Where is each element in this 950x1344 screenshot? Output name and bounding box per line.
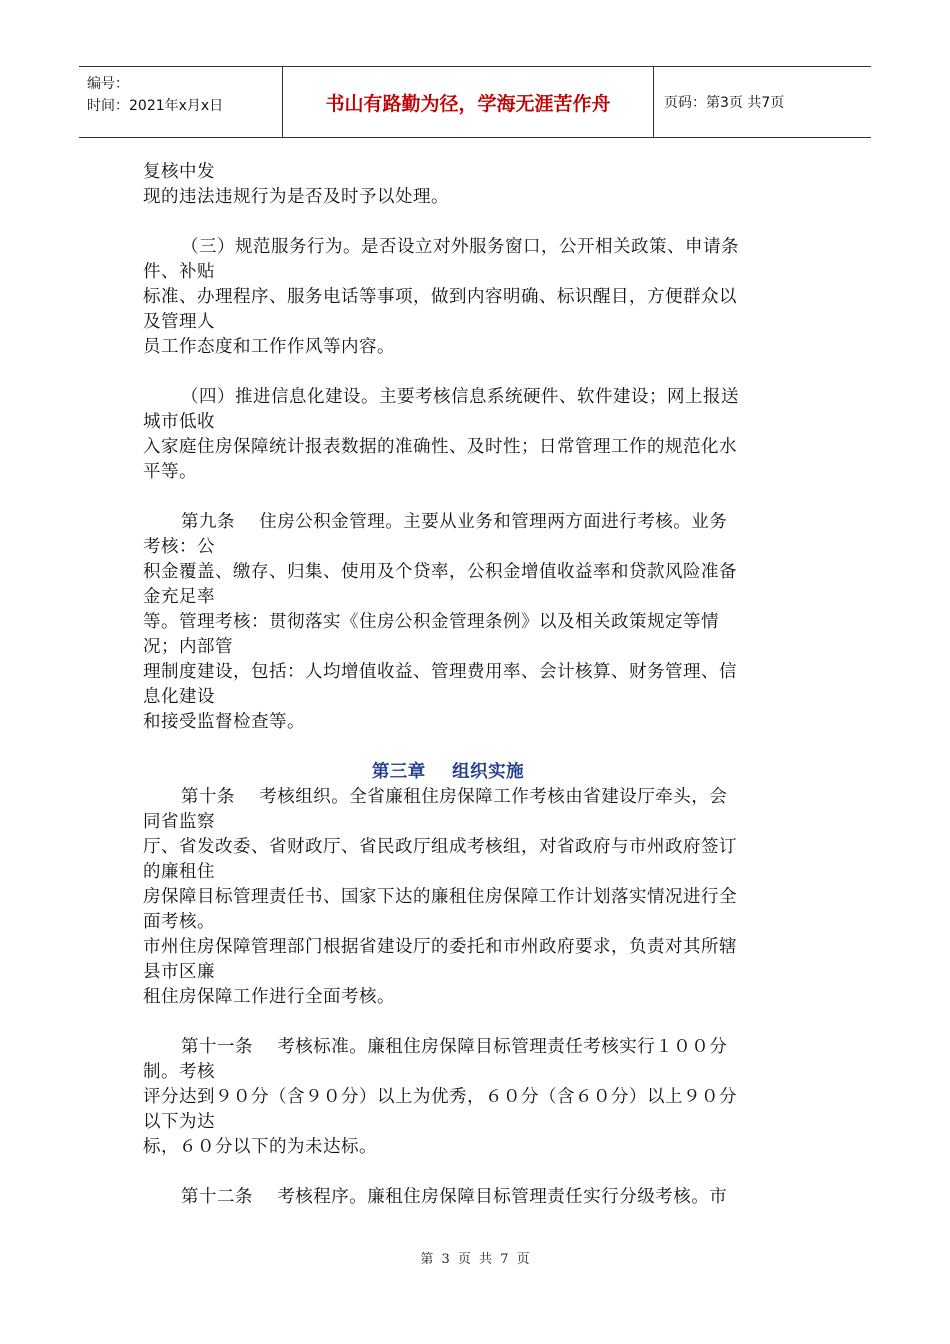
text-line: 平等。 [143, 462, 197, 482]
blank-line [143, 735, 813, 760]
document-number-label: 编号： [87, 76, 129, 92]
page-footer: 第 3 页 共 7 页 [420, 1252, 530, 1267]
text-line: 现的违法违规行为是否及时予以处理。 [143, 187, 449, 207]
section-3-start: （三）规范服务行为。是否设立对外服务窗口，公开相关政策、申请条 [181, 237, 739, 257]
blank-line [143, 1010, 813, 1035]
text-line: 金充足率 [143, 587, 215, 607]
text-line: 标准、办理程序、服务电话等事项，做到内容明确、标识醒目，方便群众以 [143, 287, 737, 307]
text-line: 县市区廉 [143, 962, 215, 982]
blank-line [143, 1160, 813, 1185]
chapter-heading: 第三章 组织实施 [371, 762, 525, 782]
blank-line [143, 210, 813, 235]
header-page-number: 页码：第3页 共7页 [664, 95, 785, 111]
text-line: 评分达到９０分（含９０分）以上为优秀，６０分（含６０分）以上９０分 [143, 1087, 737, 1107]
text-line: 复核中发 [143, 162, 215, 182]
blank-line [143, 485, 813, 510]
text-line: 租住房保障工作进行全面考核。 [143, 987, 395, 1007]
header-meta [79, 67, 282, 137]
article-9-start: 第九条 住房公积金管理。主要从业务和管理两方面进行考核。业务 [181, 512, 728, 532]
text-line: 积金覆盖、缴存、归集、使用及个贷率，公积金增值收益率和贷款风险准备 [143, 562, 737, 582]
text-line: 厅、省发改委、省财政厅、省民政厅组成考核组，对省政府与市州政府签订 [143, 837, 737, 857]
article-11-start: 第十一条 考核标准。廉租住房保障目标管理责任考核实行１００分 [181, 1037, 728, 1057]
text-line: 息化建设 [143, 687, 215, 707]
article-10-start: 第十条 考核组织。全省廉租住房保障工作考核由省建设厅牵头，会 [181, 787, 728, 807]
header-motto: 书山有路勤为径，学海无涯苦作舟 [282, 67, 654, 137]
document-body [143, 160, 813, 1210]
text-line: 房保障目标管理责任书、国家下达的廉租住房保障工作计划落实情况进行全 [143, 887, 737, 907]
text-line: 以下为达 [143, 1112, 215, 1132]
text-line: 理制度建设，包括：人均增值收益、管理费用率、会计核算、财务管理、信 [143, 662, 737, 682]
page-header [79, 66, 871, 138]
text-line: 等。管理考核：贯彻落实《住房公积金管理条例》以及相关政策规定等情 [143, 612, 719, 632]
text-line: 件、补贴 [143, 262, 215, 282]
text-line: 入家庭住房保障统计报表数据的准确性、及时性；日常管理工作的规范化水 [143, 437, 737, 457]
text-line: 及管理人 [143, 312, 215, 332]
text-line: 面考核。 [143, 912, 215, 932]
text-line: 同省监察 [143, 812, 215, 832]
text-line: 员工作态度和工作作风等内容。 [143, 337, 395, 357]
text-line: 况；内部管 [143, 637, 233, 657]
text-line: 制。考核 [143, 1062, 215, 1082]
text-line: 市州住房保障管理部门根据省建设厅的委托和市州政府要求，负责对其所辖 [143, 937, 737, 957]
text-line: 考核：公 [143, 537, 215, 557]
text-line: 城市低收 [143, 412, 215, 432]
document-date-label: 时间：2021年x月x日 [87, 98, 224, 114]
article-12-start: 第十二条 考核程序。廉租住房保障目标管理责任实行分级考核。市 [181, 1187, 728, 1207]
text-line: 的廉租住 [143, 862, 215, 882]
text-line: 标，６０分以下的为未达标。 [143, 1137, 377, 1157]
section-4-start: （四）推进信息化建设。主要考核信息系统硬件、软件建设；网上报送 [181, 387, 739, 407]
text-line: 和接受监督检查等。 [143, 712, 305, 732]
blank-line [143, 360, 813, 385]
